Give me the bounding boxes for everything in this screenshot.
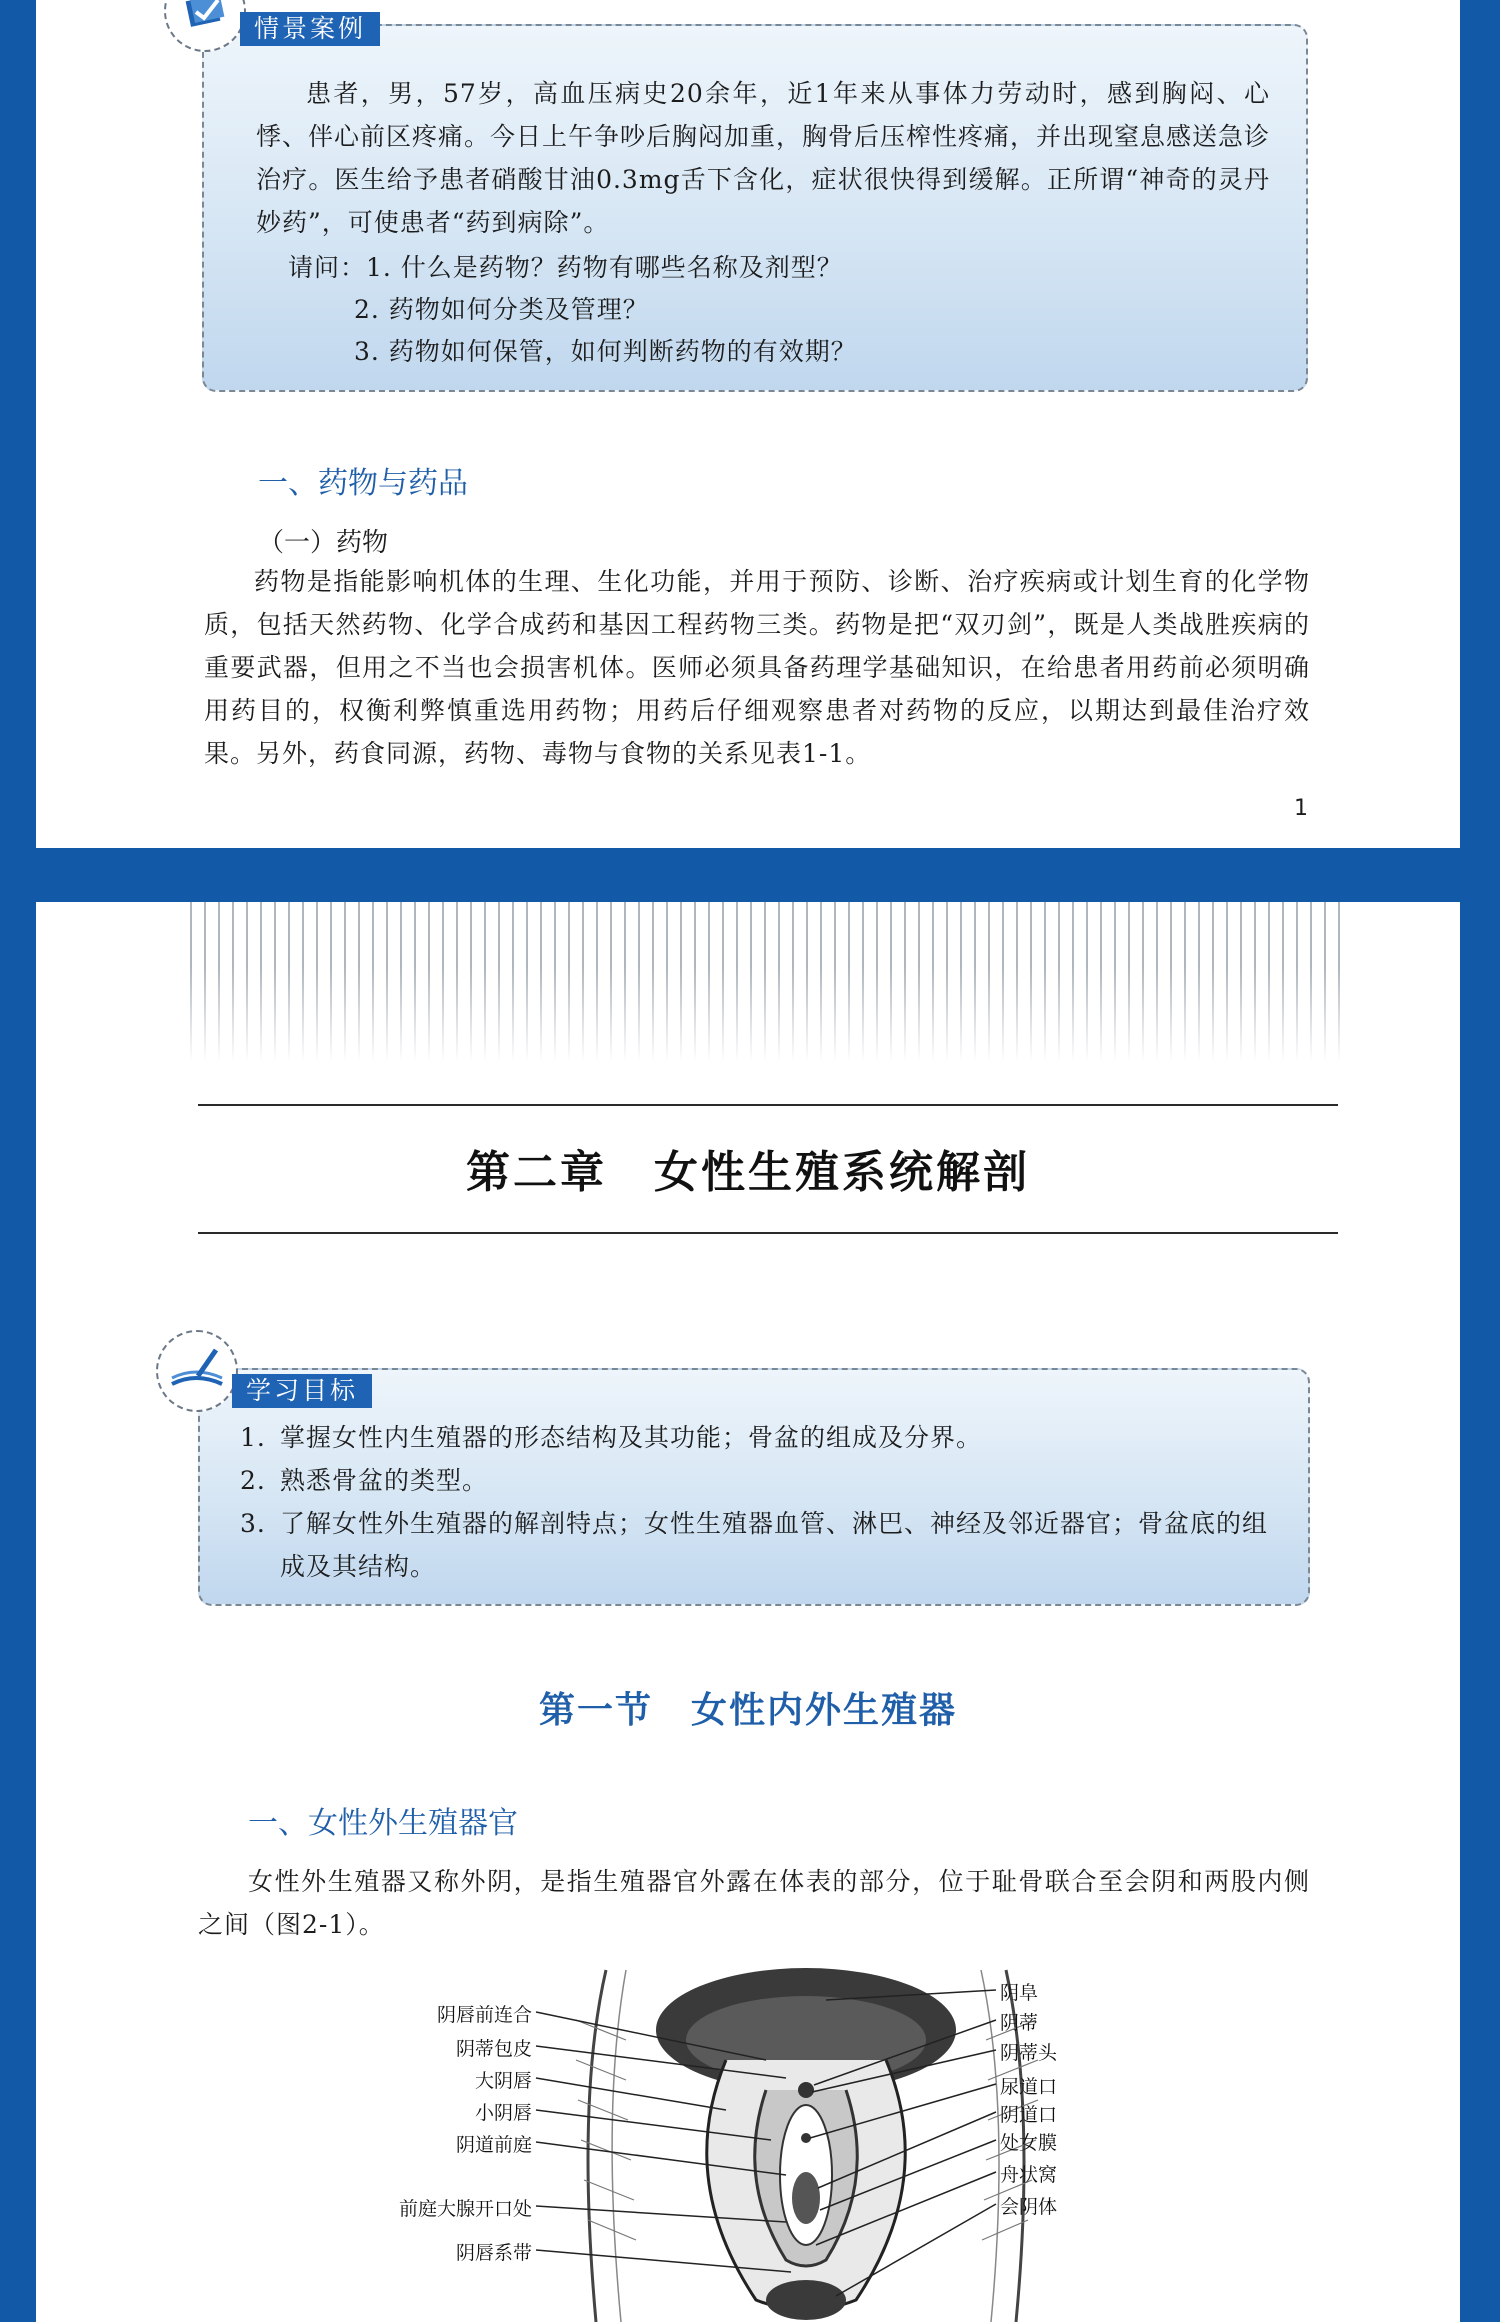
chapter-rule-bottom [198, 1232, 1338, 1234]
case-badge-icon [164, 0, 246, 52]
label-bartholin-opening: 前庭大腺开口处 [398, 2198, 532, 2220]
label-anterior-commissure: 阴唇前连合 [436, 2004, 532, 2026]
label-frenulum: 阴唇系带 [455, 2242, 532, 2264]
decorative-dot-pattern [190, 902, 1340, 1062]
label-vestibule: 阴道前庭 [455, 2134, 532, 2156]
section-heading-external: 一、女性外生殖器官 [248, 1806, 518, 1841]
chapter-rule-top [198, 1104, 1338, 1106]
page-1 [36, 0, 1460, 848]
case-question-3: 3. 药物如何保管，如何判断药物的有效期？ [354, 337, 857, 366]
case-question-2: 2. 药物如何分类及管理？ [354, 295, 649, 324]
label-navicular-fossa: 舟状窝 [1000, 2164, 1058, 2186]
label-labia-majora: 大阴唇 [474, 2070, 532, 2092]
case-question-1: 请问：1. 什么是药物？药物有哪些名称及剂型？ [288, 253, 843, 282]
page-2 [36, 902, 1460, 2322]
objective-item: 2. 熟悉骨盆的类型。 [240, 1466, 489, 1495]
label-urethral-orifice: 尿道口 [1000, 2076, 1058, 2098]
drug-paragraph: 药物是指能影响机体的生理、生化功能，并用于预防、诊断、治疗疾病或计划生育的化学物质，包括天然药物、化学合成药和基因工程药物三类。药物是把“双刃剑”，既是人类战胜疾病的重要武器，但用之不当也会损害机体。医师必须具备药理学基础知识，在给患者用药前必须明确用药目的，权衡利弊慎重选用药物；用药后仔细观察患者对药物的反应，以期达到最佳治疗效果。另外，药食同源，药物、毒物与食物的关系见表1-1。 [204, 567, 1310, 768]
label-vaginal-orifice: 阴道口 [1000, 2104, 1058, 2126]
objectives-badge-icon [156, 1330, 238, 1412]
objectives-tag: 学习目标 [232, 1374, 372, 1408]
label-clitoral-hood: 阴蒂包皮 [455, 2038, 532, 2060]
pen-book-icon [158, 1332, 236, 1410]
chapter-title: 第二章 女性生殖系统解剖 [466, 1147, 1030, 1198]
case-paragraph: 患者，男，57岁，高血压病史20余年，近1年来从事体力劳动时，感到胸闷、心悸、伴心前区疼痛。今日上午争吵后胸闷加重，胸骨后压榨性疼痛，并出现窒息感送急诊治疗。医生给予患者硝酸甘油0.3mg舌下含化，症状很快得到缓解。正所谓“神奇的灵丹妙药”，可使患者“药到病除”。 [256, 79, 1271, 237]
label-hymen: 处女膜 [1000, 2132, 1058, 2154]
label-mons-pubis: 阴阜 [1000, 1982, 1039, 2004]
objective-item: 1. 掌握女性内生殖器的形态结构及其功能；骨盆的组成及分界。 [240, 1423, 983, 1452]
case-tag: 情景案例 [240, 12, 380, 46]
section-heading-drugs: 一、药物与药品 [258, 466, 468, 501]
label-perineal-body: 会阴体 [1000, 2196, 1058, 2218]
case-study-box [202, 24, 1308, 392]
label-clitoris: 阴蒂 [1000, 2012, 1039, 2034]
external-paragraph: 女性外生殖器又称外阴，是指生殖器官外露在体表的部分，位于耻骨联合至会阴和两股内侧之间（图2-1）。 [198, 1867, 1310, 1939]
objectives-list [240, 1416, 1278, 1588]
label-glans-clitoris: 阴蒂头 [1000, 2042, 1058, 2064]
vulva-anatomy-figure [398, 1960, 1106, 2322]
label-labia-minora: 小阴唇 [474, 2102, 532, 2124]
objective-item: 3. 了解女性外生殖器的解剖特点；女性生殖器血管、淋巴、神经及邻近器官；骨盆底的组成及其结构。 [240, 1509, 1269, 1581]
section-title: 第一节 女性内外生殖器 [538, 1689, 957, 1731]
book-icon [166, 0, 244, 50]
page-number: 1 [1294, 796, 1308, 821]
subheading-drug: （一）药物 [258, 528, 389, 558]
